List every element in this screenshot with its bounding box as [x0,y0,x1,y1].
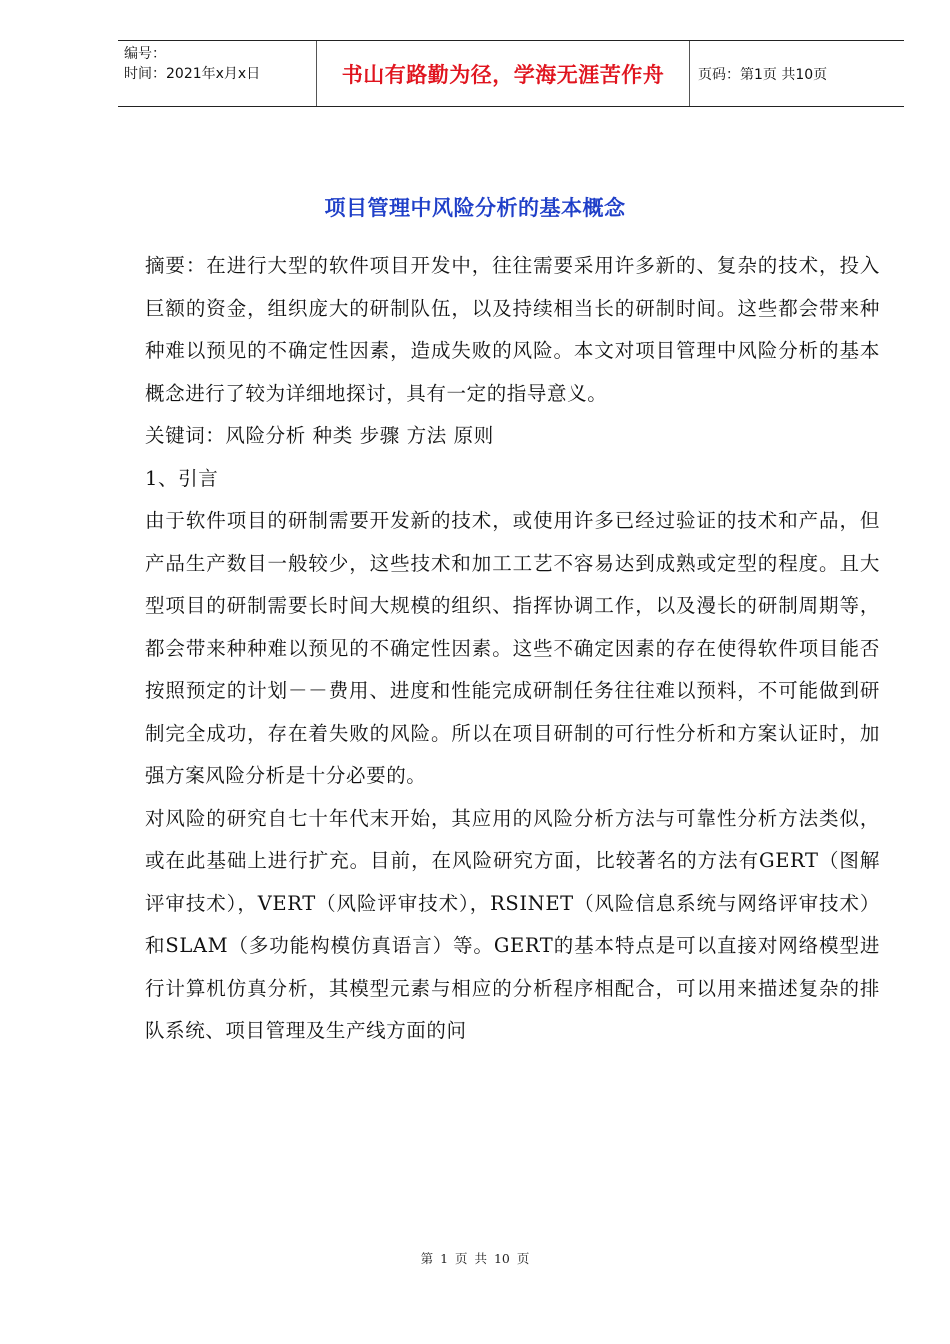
body-paragraph: 对风险的研究自七十年代末开始，其应用的风险分析方法与可靠性分析方法类似，或在此基础上进行扩充。目前，在风险研究方面，比较著名的方法有GERT（图解评审技术），VERT（风险评审技术），RSINET（风险信息系统与网络评审技术）和SLAM（多功能构模仿真语言）等。GERT的基本特点是可以直接对网络模型进行计算机仿真分析，其模型元素与相应的分析程序相配合，可以用来描述复杂的排队系统、项目管理及生产线方面的问 [145,806,880,1042]
header-motto-cell [316,41,690,106]
time-label: 时间：2021年x月x日 [124,66,261,82]
document-body [145,245,880,1053]
document-header [118,40,904,107]
header-page-cell [690,41,904,106]
document-title: 项目管理中风险分析的基本概念 [324,195,626,220]
section-heading-introduction: 1、引言 [145,466,219,490]
keywords-paragraph: 关键词：风险分析 种类 步骤 方法 原则 [145,424,494,447]
motto-text: 书山有路勤为径，学海无涯苦作舟 [341,61,665,87]
header-meta-cell [118,41,316,106]
body-paragraph: 由于软件项目的研制需要开发新的技术，或使用许多已经过验证的技术和产品，但产品生产数目一般较少，这些技术和加工工艺不容易达到成熟或定型的程度。且大型项目的研制需要长时间大规模的组织、指挥协调工作，以及漫长的研制周期等，都会带来种种难以预见的不确定性因素。这些不确定因素的存在使得软件项目能否按照预定的计划－－费用、进度和性能完成研制任务往往难以预料，不可能做到研制完全成功，存在着失败的风险。所以在项目研制的可行性分析和方案认证时，加强方案风险分析是十分必要的。 [145,509,880,787]
serial-number-label: 编号： [124,46,166,62]
page-number-label: 页码：第1页 共10页 [698,66,828,83]
page-footer: 第 1 页 共 10 页 [420,1251,530,1266]
abstract-paragraph: 摘要：在进行大型的软件项目开发中，往往需要采用许多新的、复杂的技术，投入巨额的资金，组织庞大的研制队伍，以及持续相当长的研制时间。这些都会带来种种难以预见的不确定性因素，造成失败的风险。本文对项目管理中风险分析的基本概念进行了较为详细地探讨，具有一定的指导意义。 [145,254,880,405]
